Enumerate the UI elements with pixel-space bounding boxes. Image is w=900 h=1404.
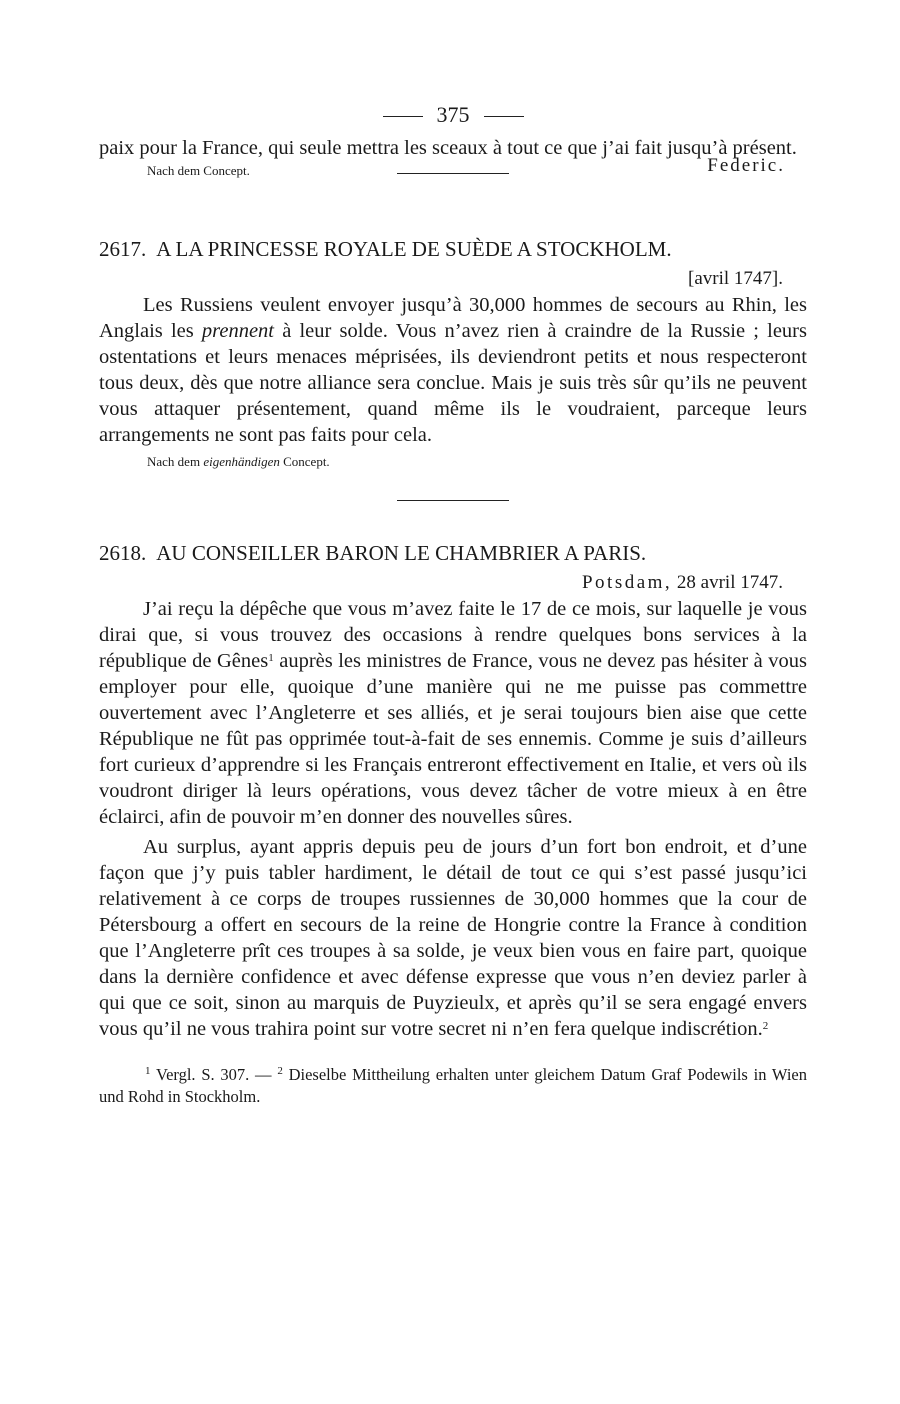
source-part: Concept. [279, 454, 330, 469]
letter-2618-place: Potsdam, [581, 572, 673, 593]
letter-2618-number: 2618. [99, 541, 147, 565]
footnote-1-mark: 1 [145, 1065, 151, 1077]
letter-2617-body [99, 292, 807, 448]
letter-2617-date: [avril 1747]. [688, 268, 783, 289]
footnote-marker: 2 [762, 1020, 769, 1032]
source-emphasis: eigenhändigen [203, 454, 280, 469]
letter-2617-number: 2617. [99, 237, 147, 261]
footnote-1-text: Vergl. S. 307. — [150, 1065, 278, 1084]
letter-2617-body-part: Les Russiens veulent envoyer jusqu’à 30,000 hommes de secours au Rhin, les Anglais les [99, 294, 807, 342]
footnote-2-text: Dieselbe Mittheilung erhalten unter gleichem Datum Graf Podewils in Wien und Rohd in Stockholm. [99, 1065, 807, 1106]
page-number-dash-left [383, 116, 423, 117]
footnote-2-mark: 2 [277, 1065, 283, 1077]
separator-rule [397, 500, 509, 501]
footnote-line [99, 1064, 807, 1108]
footnotes [99, 1064, 807, 1108]
page-number: 375 [436, 102, 470, 127]
previous-letter-source: Nach dem Concept. [147, 163, 250, 178]
letter-2618-paragraph-1 [99, 596, 807, 830]
source-part: Nach dem [147, 454, 204, 469]
letter-2618-date-text: 28 avril 1747. [676, 572, 783, 593]
previous-letter-ending: paix pour la France, qui seule mettra les sceaux à tout ce que j’ai fait jusqu’à présent. [99, 137, 797, 159]
previous-letter-footer [99, 155, 807, 197]
paragraph-text: Au surplus, ayant appris depuis peu de jours d’un fort bon endroit, et d’une façon que j’y puis tabler hardiment, le détail de tout ce qui s’est passé jusqu’ici relativement à ce corps de troupes russiennes de 30,000 hommes que la cour de Pétersbourg a offert en secours de la reine de Hongrie contre la France à condition que l’Angleterre prît ces troupes à sa solde, je veux bien vous en faire part, quoique dans la dernière confidence et avec défense expresse que vous n’en deviez parler à qui que ce soit, sinon au marquis de Puyzieulx, et après qu’il se sera engagé envers vous qu’il ne vous trahira point sur votre secret ni n’en fera quelque indiscrétion. [99, 836, 807, 1040]
paragraph-text: J’ai reçu la dépêche que vous m’avez faite le 17 de ce mois, sur laquelle je vous dirai que, si vous trouvez des occasions à rendre quelques bons services à la république de Gênes [99, 598, 807, 672]
letter-2617-body-part: à leur solde. Vous n’avez rien à craindre de la Russie ; leurs ostentations et leurs menaces méprisées, ils deviendront petits et nous respecteront tous deux, dès que notre alliance sera conclue. Mais je suis très sûr qu’ils ne peuvent vous attaquer présentement, quand même ils le voudraient, parceque leurs arrangements ne sont pas faits pour cela. [99, 320, 807, 446]
letter-2618-title: AU CONSEILLER BARON LE CHAMBRIER A PARIS. [156, 541, 647, 565]
letter-2618-date [99, 570, 783, 596]
letter-2618-heading [99, 541, 807, 566]
document-page [99, 95, 807, 1108]
separator-rule [397, 173, 509, 174]
letter-2617-heading [99, 237, 807, 262]
letter-2617-title: A LA PRINCESSE ROYALE DE SUÈDE A STOCKHOLM. [156, 237, 672, 261]
footnote-marker: 1 [268, 652, 274, 664]
letter-2617-source [99, 454, 807, 470]
page-number-dash-right [484, 116, 524, 117]
letter-2617-body-emphasis: prennent [201, 320, 275, 342]
paragraph-text: auprès les ministres de France, vous ne devez pas hésiter à vous employer pour elle, quoique d’une manière qui ne me puisse pas commettre ouvertement avec l’Angleterre et ses alliés, et je serai toujours bien aise que cette République ne fût pas opprimée tout-à-fait de ses ennemis. Comme je suis d’ailleurs fort curieux d’apprendre si les Français entreront effectivement en Italie, et vers où ils voudront diriger là leurs opérations, vous devez tâcher de votre mieux à en être éclairci, afin de pouvoir m’en donner des nouvelles sûres. [99, 650, 807, 828]
letter-2618-paragraph-2 [99, 834, 807, 1042]
signature: Federic. [707, 155, 785, 176]
page-number-line [99, 95, 807, 135]
